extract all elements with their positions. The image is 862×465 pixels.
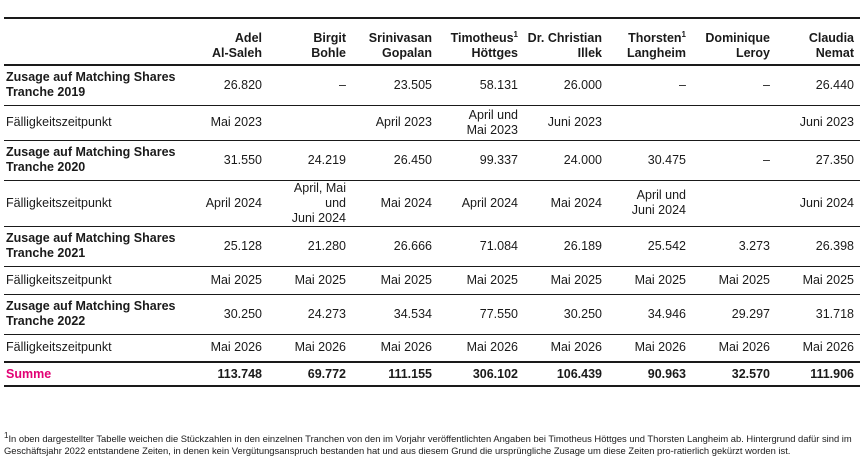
column-header bbox=[438, 18, 524, 65]
due-date-row bbox=[4, 180, 860, 226]
cell-value: April und bbox=[468, 107, 518, 122]
row-label bbox=[4, 334, 184, 362]
cell-value: 21.280 bbox=[307, 238, 346, 253]
cell-value: Mai 2026 bbox=[380, 340, 432, 355]
table-cell bbox=[438, 334, 524, 362]
column-header-first-line: Srinivasan bbox=[368, 31, 432, 45]
cell-value: 30.475 bbox=[647, 152, 686, 167]
table-cell bbox=[184, 294, 268, 334]
table-cell bbox=[776, 266, 860, 294]
table-cell bbox=[438, 105, 524, 140]
table-cell bbox=[438, 180, 524, 226]
footnote-text: In oben dargestellter Tabelle weichen die Stückzahlen in den einzelnen Tranchen von den im Vorjahr veröffentlichten Angaben bei Timotheus Höttges und Thorsten Langheim ab. Hintergrund dafür sind im Geschäftsjahr 2022 entstandene Zeiten, in denen kein Vergütungsanspruch bestanden hat und aus diesem Grund die ursprüngliche Zusage um diese Zeiten pro-ratierlich gekürzt worden ist. bbox=[4, 433, 852, 456]
table-cell bbox=[524, 180, 608, 226]
table-cell bbox=[692, 266, 776, 294]
cell-value: Mai 2026 bbox=[210, 340, 262, 355]
cell-value: 23.505 bbox=[393, 77, 432, 92]
row-label-line: Fälligkeitszeitpunkt bbox=[6, 340, 112, 355]
table-cell bbox=[776, 362, 860, 386]
table-cell bbox=[352, 65, 438, 105]
due-date-row bbox=[4, 266, 860, 294]
cell-value: Mai 2025 bbox=[802, 272, 854, 287]
column-header-first-line: Thorsten bbox=[628, 31, 682, 45]
table-cell bbox=[352, 226, 438, 266]
cell-value: April 2023 bbox=[375, 115, 432, 129]
table-cell bbox=[776, 140, 860, 180]
column-header bbox=[692, 18, 776, 65]
cell-value: Mai 2025 bbox=[550, 272, 602, 287]
column-header bbox=[268, 18, 352, 65]
cell-value: 111.906 bbox=[810, 366, 854, 381]
cell-value: Mai 2025 bbox=[634, 272, 686, 287]
column-header-second-line: Nemat bbox=[815, 46, 854, 60]
cell-value: 32.570 bbox=[731, 366, 770, 381]
cell-value: 71.084 bbox=[479, 238, 518, 253]
table-cell bbox=[692, 105, 776, 140]
table-cell bbox=[438, 226, 524, 266]
table-cell bbox=[608, 266, 692, 294]
table-cell bbox=[524, 140, 608, 180]
cell-value: Mai 2025 bbox=[466, 272, 518, 287]
cell-value: Mai 2026 bbox=[466, 340, 518, 355]
column-header-first-line: Dr. Christian bbox=[527, 31, 602, 45]
cell-value: 106.439 bbox=[556, 366, 602, 381]
table-cell bbox=[184, 334, 268, 362]
column-header-second-line: Illek bbox=[577, 46, 602, 60]
matching-shares-table bbox=[4, 17, 860, 387]
column-header-first-line: Dominique bbox=[705, 31, 770, 45]
row-label bbox=[4, 294, 184, 334]
table-cell bbox=[268, 266, 352, 294]
cell-value: 26.820 bbox=[223, 77, 262, 92]
cell-value: 90.963 bbox=[647, 366, 686, 381]
cell-value: 306.102 bbox=[472, 366, 518, 381]
cell-value: 31.718 bbox=[815, 306, 854, 321]
column-header-second-line: Langheim bbox=[626, 46, 686, 60]
table-cell bbox=[352, 140, 438, 180]
table-cell bbox=[692, 294, 776, 334]
table-cell bbox=[268, 65, 352, 105]
column-header-second-line: Bohle bbox=[311, 46, 346, 60]
table-cell bbox=[692, 362, 776, 386]
cell-value: April 2024 bbox=[205, 195, 262, 210]
grant-row bbox=[4, 294, 860, 334]
column-header-first-line: Adel bbox=[234, 31, 262, 45]
cell-value: Mai 2024 bbox=[380, 195, 432, 210]
table-cell bbox=[524, 105, 608, 140]
table-cell bbox=[268, 180, 352, 226]
table-cell bbox=[438, 140, 524, 180]
table-cell bbox=[524, 226, 608, 266]
table-cell bbox=[524, 266, 608, 294]
cell-value: 34.946 bbox=[647, 306, 686, 321]
cell-value: Mai 2023 bbox=[210, 115, 262, 129]
row-label bbox=[4, 226, 184, 266]
table-cell bbox=[776, 105, 860, 140]
table-cell bbox=[776, 65, 860, 105]
cell-value: 26.000 bbox=[563, 77, 602, 92]
table-cell bbox=[692, 334, 776, 362]
table-cell bbox=[608, 334, 692, 362]
cell-value: – bbox=[679, 77, 686, 92]
table-cell bbox=[776, 334, 860, 362]
cell-value: 24.000 bbox=[563, 152, 602, 167]
cell-value: 99.337 bbox=[479, 152, 518, 167]
cell-value: Mai 2026 bbox=[634, 340, 686, 355]
column-header-first-line: Timotheus bbox=[450, 31, 514, 45]
cell-value: 26.666 bbox=[393, 238, 432, 253]
footnote-reference: 1 bbox=[513, 29, 518, 39]
header-corner bbox=[4, 18, 184, 65]
column-header bbox=[184, 18, 268, 65]
column-header-second-line: Gopalan bbox=[381, 46, 432, 60]
table-cell bbox=[438, 65, 524, 105]
table-cell bbox=[438, 294, 524, 334]
row-label-line: Tranche 2020 bbox=[6, 160, 86, 174]
cell-value: April und bbox=[636, 188, 686, 202]
table-cell bbox=[184, 140, 268, 180]
table-cell bbox=[184, 105, 268, 140]
cell-value: 26.440 bbox=[815, 77, 854, 92]
table-cell bbox=[524, 334, 608, 362]
table-cell bbox=[268, 334, 352, 362]
row-label-line: Tranche 2021 bbox=[6, 246, 86, 260]
table-cell bbox=[184, 180, 268, 226]
cell-value: – bbox=[763, 77, 770, 92]
cell-value: 26.450 bbox=[393, 152, 432, 167]
cell-value: 25.542 bbox=[647, 238, 686, 253]
table-cell bbox=[352, 362, 438, 386]
table-cell bbox=[268, 105, 352, 140]
footnote-reference: 1 bbox=[681, 29, 686, 39]
table-cell bbox=[438, 362, 524, 386]
table-cell bbox=[352, 266, 438, 294]
cell-value: Mai 2026 bbox=[802, 340, 854, 355]
cell-value: 3.273 bbox=[738, 238, 770, 253]
row-label bbox=[4, 180, 184, 226]
grant-row bbox=[4, 226, 860, 266]
cell-value: 69.772 bbox=[307, 366, 346, 381]
table-cell bbox=[352, 105, 438, 140]
cell-value: Juni 2023 bbox=[547, 115, 602, 129]
table-header-row bbox=[4, 18, 860, 65]
due-date-row bbox=[4, 105, 860, 140]
table-cell bbox=[692, 180, 776, 226]
table-cell bbox=[608, 294, 692, 334]
table-cell bbox=[776, 180, 860, 226]
column-header-second-line: Al-Saleh bbox=[211, 46, 262, 60]
cell-value: Mai 2026 bbox=[294, 340, 346, 355]
row-label bbox=[4, 105, 184, 140]
row-label-line: Tranche 2022 bbox=[6, 314, 86, 328]
table-cell bbox=[184, 65, 268, 105]
table-cell bbox=[776, 226, 860, 266]
table-cell bbox=[608, 105, 692, 140]
cell-value: Mai 2025 bbox=[210, 272, 262, 287]
table-cell bbox=[524, 65, 608, 105]
table-cell bbox=[524, 294, 608, 334]
table-cell bbox=[776, 294, 860, 334]
table-cell bbox=[608, 362, 692, 386]
total-row bbox=[4, 362, 860, 386]
grant-row bbox=[4, 65, 860, 105]
row-label bbox=[4, 266, 184, 294]
cell-value: Juni 2024 bbox=[291, 210, 346, 225]
column-header-second-line: Höttges bbox=[471, 46, 518, 60]
column-header bbox=[352, 18, 438, 65]
row-label bbox=[4, 362, 184, 386]
row-label-line: Fälligkeitszeitpunkt bbox=[6, 195, 112, 210]
cell-value: 27.350 bbox=[815, 152, 854, 167]
table-cell bbox=[608, 180, 692, 226]
table-cell bbox=[692, 65, 776, 105]
row-label-line: Fälligkeitszeitpunkt bbox=[6, 115, 112, 129]
cell-value: 26.189 bbox=[563, 238, 602, 253]
table-cell bbox=[268, 226, 352, 266]
cell-value: April 2024 bbox=[461, 195, 518, 210]
table-cell bbox=[184, 266, 268, 294]
table-cell bbox=[184, 226, 268, 266]
row-label-line: Zusage auf Matching Shares bbox=[6, 70, 176, 85]
column-header bbox=[608, 18, 692, 65]
column-header-first-line: Claudia bbox=[808, 31, 854, 45]
cell-value: Juni 2023 bbox=[799, 115, 854, 129]
cell-value: 30.250 bbox=[223, 306, 262, 321]
table-cell bbox=[608, 140, 692, 180]
row-label bbox=[4, 65, 184, 105]
table-cell bbox=[352, 180, 438, 226]
cell-value: 111.155 bbox=[388, 366, 432, 381]
table-cell bbox=[608, 226, 692, 266]
cell-value: Mai 2025 bbox=[380, 272, 432, 287]
cell-value: 58.131 bbox=[479, 77, 518, 92]
column-header-first-line: Birgit bbox=[313, 31, 346, 45]
table-cell bbox=[268, 140, 352, 180]
column-header bbox=[524, 18, 608, 65]
due-date-row bbox=[4, 334, 860, 362]
row-label-line: Fälligkeitszeitpunkt bbox=[6, 272, 112, 287]
cell-value: 31.550 bbox=[223, 152, 262, 167]
table-cell bbox=[268, 362, 352, 386]
row-label-line: Tranche 2019 bbox=[6, 85, 86, 100]
cell-value: Juni 2024 bbox=[631, 203, 686, 217]
row-label-line: Zusage auf Matching Shares bbox=[6, 299, 176, 313]
footnote-marker: 1 bbox=[4, 430, 9, 440]
table-cell bbox=[524, 362, 608, 386]
cell-value: Mai 2025 bbox=[294, 272, 346, 287]
cell-value: 26.398 bbox=[815, 238, 854, 253]
cell-value: – bbox=[339, 77, 346, 92]
table-cell bbox=[352, 334, 438, 362]
cell-value: Mai 2026 bbox=[718, 340, 770, 355]
cell-value: 30.250 bbox=[563, 306, 602, 321]
table-cell bbox=[352, 294, 438, 334]
column-header bbox=[776, 18, 860, 65]
table-cell bbox=[692, 226, 776, 266]
grant-row bbox=[4, 140, 860, 180]
row-label-line: Zusage auf Matching Shares bbox=[6, 145, 176, 159]
cell-value: Mai 2026 bbox=[550, 340, 602, 355]
row-label-line: Zusage auf Matching Shares bbox=[6, 231, 176, 245]
table-cell bbox=[608, 65, 692, 105]
cell-value: 113.748 bbox=[217, 366, 262, 381]
table-cell bbox=[268, 294, 352, 334]
cell-value: Mai 2023 bbox=[466, 122, 518, 137]
footnote bbox=[4, 430, 860, 457]
table-cell bbox=[692, 140, 776, 180]
cell-value: 24.273 bbox=[307, 306, 346, 321]
cell-value: 25.128 bbox=[223, 238, 262, 253]
table-cell bbox=[438, 266, 524, 294]
cell-value: 34.534 bbox=[393, 306, 432, 321]
row-label-line: Summe bbox=[6, 366, 52, 381]
column-header-second-line: Leroy bbox=[735, 46, 770, 60]
cell-value: 29.297 bbox=[731, 306, 770, 321]
cell-value: April, Mai und bbox=[293, 180, 346, 210]
cell-value: Mai 2024 bbox=[550, 195, 602, 210]
cell-value: 24.219 bbox=[307, 152, 346, 167]
table-cell bbox=[184, 362, 268, 386]
row-label bbox=[4, 140, 184, 180]
cell-value: – bbox=[763, 152, 770, 167]
cell-value: Juni 2024 bbox=[799, 195, 854, 210]
cell-value: 77.550 bbox=[479, 306, 518, 321]
cell-value: Mai 2025 bbox=[718, 272, 770, 287]
